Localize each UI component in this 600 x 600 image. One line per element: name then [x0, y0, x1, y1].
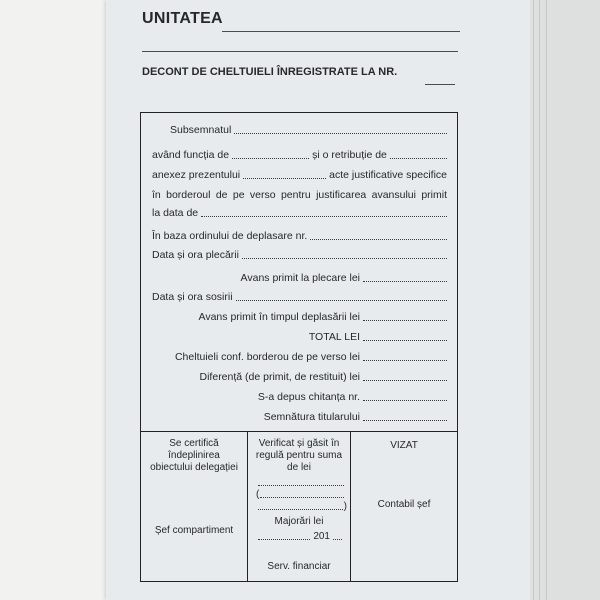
- salary-label: și o retribuție de: [312, 149, 387, 161]
- receipt-label: S-a depus chitanța nr.: [257, 391, 360, 403]
- total-label: TOTAL LEI: [308, 331, 360, 343]
- total-blank: [363, 340, 447, 341]
- salary-blank: [390, 158, 447, 159]
- row-signature: [152, 411, 447, 424]
- row-advance-departure: [152, 272, 447, 285]
- advance-departure-blank: [363, 281, 447, 282]
- date-year-row: [258, 531, 342, 543]
- row-date: [152, 207, 447, 220]
- expenses-label: Cheltuieli conf. borderou de pe verso lei: [174, 351, 360, 363]
- certify-role: Șef compartiment: [154, 525, 234, 536]
- order-label: În baza ordinului de deplasare nr.: [152, 230, 308, 242]
- approval-divider: [140, 431, 458, 432]
- row-attach: [152, 169, 447, 182]
- subsemnatul-label: Subsemnatul: [170, 124, 232, 136]
- row-expenses: [152, 351, 447, 364]
- row-arrival: [152, 291, 447, 304]
- arrival-blank: [236, 300, 447, 301]
- amount-words-blank-2: [258, 509, 343, 510]
- expenses-blank: [363, 360, 447, 361]
- row-difference: [152, 371, 447, 384]
- function-blank: [232, 158, 309, 159]
- row-subsemnatul: [170, 124, 447, 137]
- amount-words-row-1: [256, 489, 344, 501]
- row-receipt: [152, 391, 447, 404]
- date-label: la data de: [152, 207, 199, 219]
- certify-line-3: obiectului delegației: [150, 462, 238, 473]
- stack-edge: [539, 0, 540, 600]
- visa-role: Contabil șef: [377, 499, 431, 510]
- departure-label: Data și ora plecării: [152, 249, 239, 261]
- advance-trip-blank: [363, 320, 447, 321]
- difference-blank: [363, 380, 447, 381]
- amount-words-row-2: [258, 501, 347, 513]
- year-blank: [333, 539, 342, 540]
- attach-label: anexez prezentului: [152, 169, 241, 181]
- row-total: [152, 331, 447, 344]
- row-order: [152, 230, 447, 243]
- advance-trip-label: Avans primit în timpul deplasării lei: [198, 311, 360, 323]
- close-paren: ): [343, 501, 347, 512]
- amount-blank-row: [258, 477, 344, 489]
- signature-blank: [363, 420, 447, 421]
- date-blank-short: [258, 539, 310, 540]
- number-blank: [425, 84, 455, 85]
- document-title: DECONT DE CHELTUIELI ÎNREGISTRATE LA NR.: [142, 66, 398, 78]
- verify-line-3: de lei: [287, 462, 311, 473]
- signature-label: Semnătura titularului: [263, 411, 360, 423]
- paper-stack: [530, 0, 600, 600]
- verify-role: Serv. financiar: [267, 561, 331, 572]
- name-blank: [234, 133, 447, 134]
- attach-count-blank: [243, 178, 326, 179]
- unit-blank-second-line: [142, 51, 458, 52]
- open-paren: (: [256, 489, 260, 500]
- borderou-text: în borderoul de pe verso pentru justificarea avansului primit: [152, 189, 447, 201]
- visa-title: VIZAT: [390, 440, 418, 451]
- advance-departure-label: Avans primit la plecare lei: [240, 272, 360, 284]
- certify-line-1: Se certifică: [169, 438, 219, 449]
- increase-label: Majorări lei: [274, 516, 324, 527]
- year-prefix: 201: [313, 531, 330, 542]
- amount-words-blank-1: [260, 497, 344, 498]
- stack-edge: [546, 0, 547, 600]
- certify-line-2: îndeplinirea: [168, 450, 220, 461]
- arrival-label: Data și ora sosirii: [152, 291, 233, 303]
- receipt-blank: [363, 400, 447, 401]
- column-divider: [350, 432, 351, 582]
- row-departure: [152, 249, 447, 262]
- amount-blank: [258, 485, 344, 486]
- verify-line-1: Verificat și găsit în: [258, 438, 340, 449]
- docs-label: acte justificative specifice: [329, 169, 447, 181]
- row-borderou: [152, 189, 447, 202]
- verify-line-2: regulă pentru suma: [255, 450, 343, 461]
- order-blank: [310, 239, 447, 240]
- unit-label: UNITATEA: [142, 10, 223, 27]
- stack-edge: [533, 0, 534, 600]
- difference-label: Diferență (de primit, de restituit) lei: [199, 371, 360, 383]
- function-label: având funcția de: [152, 149, 230, 161]
- departure-blank: [242, 258, 447, 259]
- unit-blank: [222, 31, 460, 32]
- column-divider: [247, 432, 248, 582]
- row-function: [152, 149, 447, 162]
- date-blank: [201, 216, 447, 217]
- row-advance-trip: [152, 311, 447, 324]
